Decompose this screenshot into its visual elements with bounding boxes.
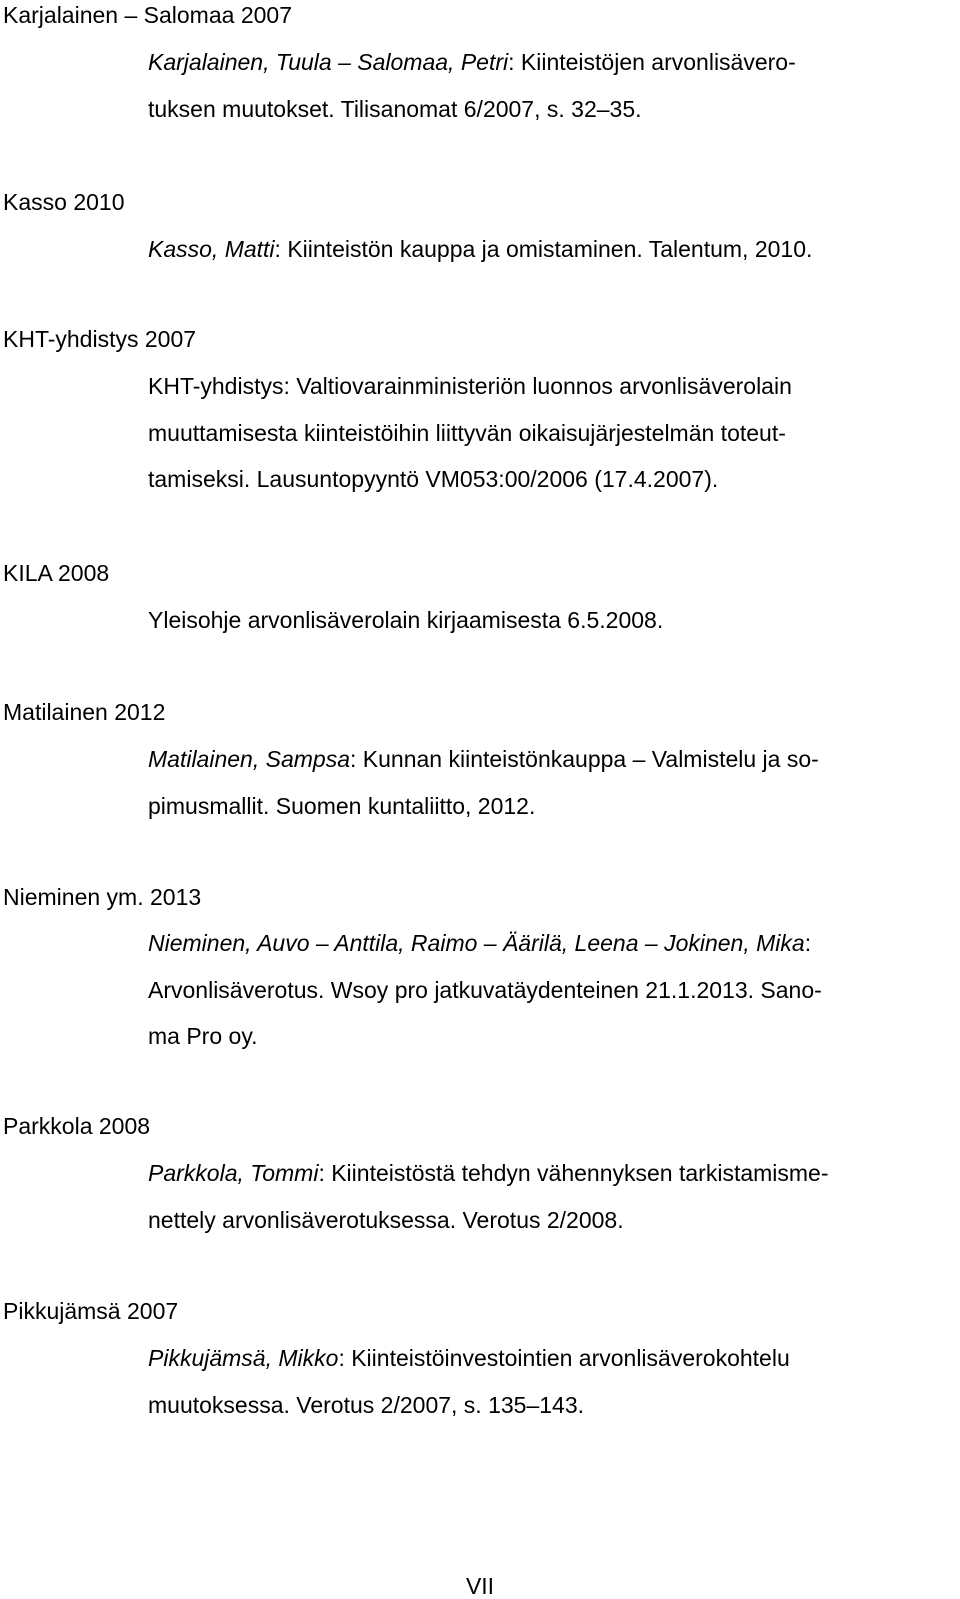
reference-key: Parkkola 2008 — [3, 1113, 151, 1139]
reference-title: : Kiinteistöstä tehdyn vähennyksen tarkistamisme- — [318, 1160, 829, 1186]
reference-author: Pikkujämsä, Mikko — [148, 1345, 339, 1371]
reference-title: muutoksessa. Verotus 2/2007, s. 135–143. — [148, 1392, 585, 1418]
reference-title: Yleisohje arvonlisäverolain kirjaamisesta 6.5.2008. — [148, 607, 664, 633]
reference-title: muuttamisesta kiinteistöihin liittyvän oikaisujärjestelmän toteut- — [148, 420, 786, 446]
reference-text-line — [148, 1390, 584, 1420]
reference-text-line — [148, 371, 792, 401]
reference-text-line — [148, 1021, 258, 1051]
reference-title: : Kiinteistön kauppa ja omistaminen. Talentum, 2010. — [274, 236, 813, 262]
reference-title: : — [804, 930, 812, 956]
reference-text-line — [148, 928, 811, 958]
reference-author: Karjalainen, Tuula – Salomaa, Petri — [148, 49, 509, 75]
reference-text-line — [148, 47, 796, 77]
reference-title: : Kiinteistöjen arvonlisävero- — [508, 49, 796, 75]
reference-text-line — [148, 418, 786, 448]
reference-key: KHT-yhdistys 2007 — [3, 326, 197, 352]
reference-author: Kasso, Matti — [148, 236, 275, 262]
reference-author: Parkkola, Tommi — [148, 1160, 319, 1186]
reference-text-line — [148, 975, 822, 1005]
reference-author: Nieminen, Auvo – Anttila, Raimo – Äärilä, Leena – Jokinen, Mika — [148, 930, 805, 956]
reference-text-line — [148, 1158, 829, 1188]
reference-text-line — [148, 94, 642, 124]
reference-title: nettely arvonlisäverotuksessa. Verotus 2/2008. — [148, 1207, 624, 1233]
reference-key: Matilainen 2012 — [3, 699, 166, 725]
reference-title: KHT-yhdistys: Valtiovarainministeriön luonnos arvonlisäverolain — [148, 373, 792, 399]
reference-key: KILA 2008 — [3, 560, 110, 586]
reference-author: Matilainen, Sampsa — [148, 746, 350, 772]
reference-title: tuksen muutokset. Tilisanomat 6/2007, s. 32–35. — [148, 96, 642, 122]
reference-key: Kasso 2010 — [3, 189, 125, 215]
reference-text-line — [148, 464, 718, 494]
reference-title: tamiseksi. Lausuntopyyntö VM053:00/2006 (17.4.2007). — [148, 466, 719, 492]
reference-title: Arvonlisäverotus. Wsoy pro jatkuvatäydenteinen 21.1.2013. Sano- — [148, 977, 822, 1003]
reference-title: ma Pro oy. — [148, 1023, 258, 1049]
reference-title: : Kiinteistöinvestointien arvonlisäverokohtelu — [338, 1345, 790, 1371]
reference-key: Nieminen ym. 2013 — [3, 884, 202, 910]
reference-text-line — [148, 791, 535, 821]
reference-text-line — [148, 1343, 790, 1373]
reference-title: : Kunnan kiinteistönkauppa – Valmistelu ja so- — [350, 746, 819, 772]
page-number: VII — [465, 1573, 495, 1599]
reference-text-line — [148, 1205, 624, 1235]
reference-text-line — [148, 234, 812, 264]
reference-title: pimusmallit. Suomen kuntaliitto, 2012. — [148, 793, 536, 819]
reference-text-line — [148, 605, 663, 635]
reference-key: Pikkujämsä 2007 — [3, 1298, 179, 1324]
reference-text-line — [148, 744, 819, 774]
reference-key: Karjalainen – Salomaa 2007 — [3, 2, 292, 28]
